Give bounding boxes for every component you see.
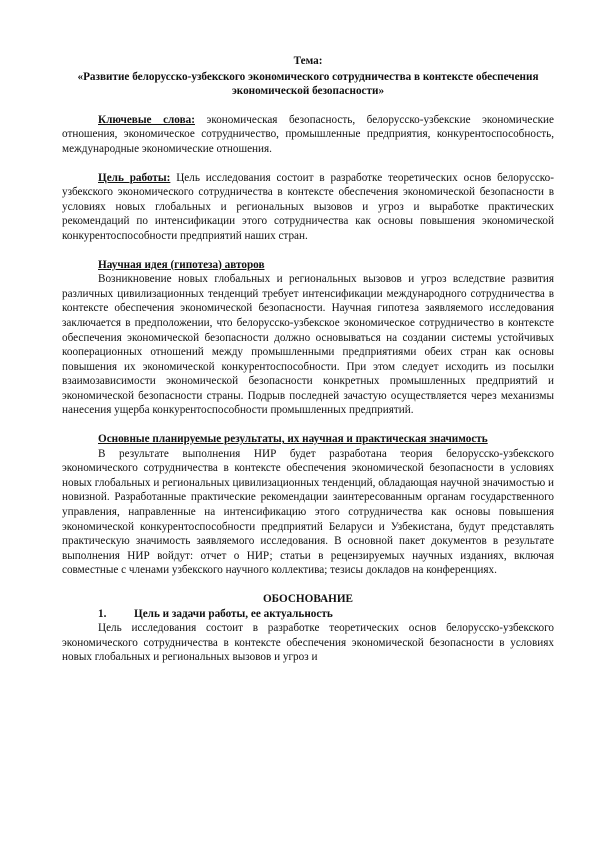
goal-label: Цель работы: bbox=[98, 171, 171, 184]
hypothesis-text: Возникновение новых глобальных и региональных вызовов и угроз вследствие развития различных цивилизационных тенденций требует интенсификации международного сотрудничества в контексте обеспечения экономической безопасности. Научная гипотеза заявляемого исследования заключается в предположении, что белорусско-узбекское экономическое сотрудничество в контексте обеспечения экономической безопасности должно основываться на создании системы устойчивых кооперационных отношений между промышленными предприятиями обеих стран как основы повышения их экономической конкурентоспособности. При этом следует исходить из посылки взаимозависимости экономической безопасности конкретных промышленных предприятий и экономической безопасности страны. Подрыв последней зачастую осуществляется через механизмы нанесения ущерба конкурентоспособности промышленных предприятий. bbox=[62, 273, 554, 417]
topic-label: Тема: bbox=[293, 55, 323, 67]
justification-text: Цель исследования состоит в разработке теоретических основ белорусско-узбекского экономического сотрудничества в контексте обеспечения экономической безопасности в условиях новых глобальных и региональных вызовов и угроз и bbox=[62, 622, 554, 664]
goal-paragraph bbox=[62, 171, 554, 244]
goal-text: Цель исследования состоит в разработке теоретических основ белорусско-узбекского экономического сотрудничества в контексте обеспечения экономической безопасности в условиях новых глобальных и региональных вызовов и угроз и выработке практических рекомендаций по интенсификации этого сотрудничества как основы повышения экономической конкурентоспособности предприятий наших стран. bbox=[62, 171, 554, 242]
keywords-paragraph bbox=[62, 113, 554, 157]
keywords-text: экономическая безопасность, белорусско-узбекские экономические отношения, экономическое сотрудничество, промышленные предприятия, конкурентоспособность, международные экономические отношения. bbox=[62, 113, 554, 155]
section-number: 1. bbox=[98, 607, 107, 620]
hypothesis-heading: Научная идея (гипотеза) авторов bbox=[98, 258, 265, 271]
section-title: Цель и задачи работы, ее актуальность bbox=[134, 607, 333, 620]
results-heading: Основные планируемые результаты, их научная и практическая значимость bbox=[98, 433, 488, 446]
results-text: В результате выполнения НИР будет разработана теория белорусско-узбекского экономического сотрудничества в контексте обеспечения экономической безопасности в условиях новых глобальных и региональных цивилизационных тенденций, обладающая научной значимостью и новизной. Разработанные практические рекомендации заинтересованным органам государственного управления, направленные на интенсификацию этого сотрудничества как основы повышения экономической конкурентоспособности предприятий Беларуси и Узбекистана, будут представлять практическую значимость заявляемого исследования. В основной пакет документов в результате выполнения НИР войдут: отчет о НИР; статьи в рецензируемых научных изданиях, включая совместные с членами узбекского научного коллектива; тезисы докладов на конференциях. bbox=[62, 447, 554, 577]
justification-heading: ОБОСНОВАНИЕ bbox=[262, 593, 354, 605]
keywords-label: Ключевые слова: bbox=[98, 113, 195, 126]
document-page bbox=[62, 54, 554, 665]
document-title: «Развитие белорусско-узбекского экономического сотрудничества в контексте обеспечения экономической безопасности» bbox=[77, 70, 539, 98]
section-heading bbox=[98, 607, 554, 622]
